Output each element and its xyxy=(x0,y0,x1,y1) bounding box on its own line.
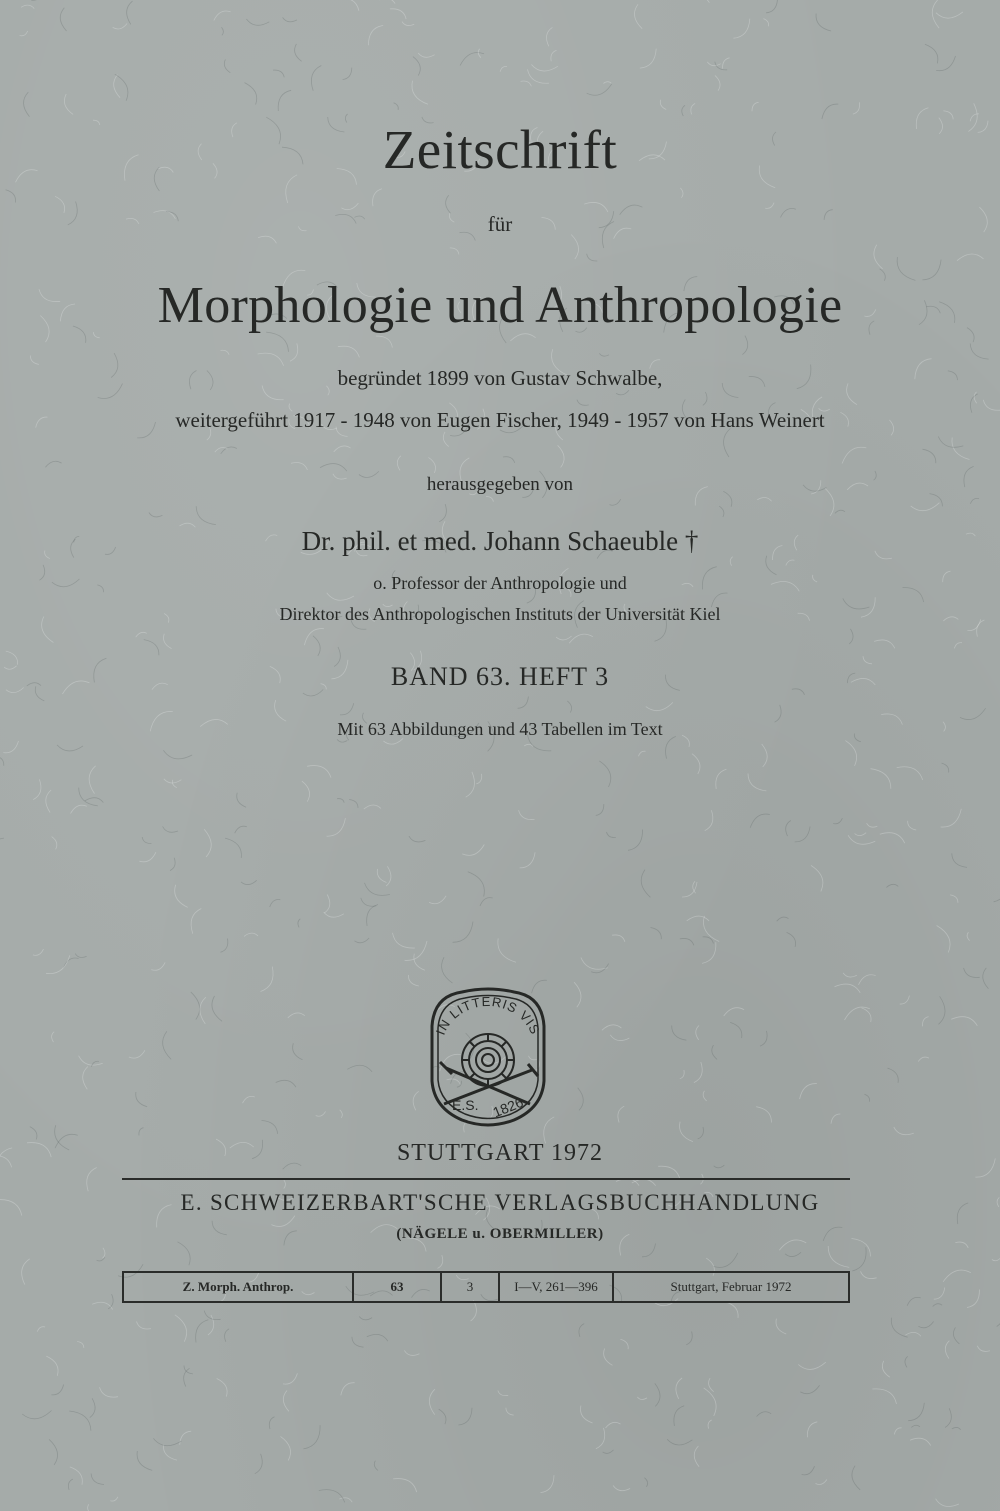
edited-by-label: herausgegeben von xyxy=(426,474,574,495)
publisher-name: E. SCHWEIZERBART'SCHE VERLAGSBUCHHANDLUNG xyxy=(180,1190,820,1215)
citation-row xyxy=(123,1272,849,1302)
seal-year: 1826 xyxy=(490,1093,526,1121)
contents-note: Mit 63 Abbildungen und 43 Tabellen im Text xyxy=(337,719,663,739)
citation-issue: 3 xyxy=(441,1272,499,1302)
publisher-seal-icon xyxy=(412,986,564,1132)
seal-motto: IN LITTERIS VIS xyxy=(432,993,544,1038)
journal-title: Zeitschrift xyxy=(382,119,618,180)
citation-pages: I—V, 261—396 xyxy=(499,1272,613,1302)
place-year: STUTTGART 1972 xyxy=(396,1140,604,1166)
citation-abbrev: Z. Morph. Anthrop. xyxy=(182,1279,294,1294)
publisher-owners: (NÄGELE u. OBERMILLER) xyxy=(396,1226,604,1242)
journal-subtitle: Morphologie und Anthropologie xyxy=(157,277,843,334)
citation-box xyxy=(122,1271,850,1303)
editor-position-1: o. Professor der Anthropologie und xyxy=(373,573,627,593)
continued-line: weitergeführt 1917 - 1948 von Eugen Fischer, 1949 - 1957 von Hans Weinert xyxy=(175,408,825,432)
editor-position-2: Direktor des Anthropologischen Instituts der Universität Kiel xyxy=(279,604,721,624)
editor-name: Dr. phil. et med. Johann Schaeuble † xyxy=(301,526,699,556)
citation-place-date: Stuttgart, Februar 1972 xyxy=(613,1272,849,1302)
seal-initials: E.S. xyxy=(452,1097,479,1113)
imprint-rule xyxy=(122,1178,850,1180)
founded-line: begründet 1899 von Gustav Schwalbe, xyxy=(337,366,663,390)
citation-volume: 63 xyxy=(353,1272,441,1302)
svg-text:IN LITTERIS VIS xyxy=(433,994,543,1037)
title-connector: für xyxy=(487,212,513,236)
volume-issue: BAND 63. HEFT 3 xyxy=(390,662,610,691)
